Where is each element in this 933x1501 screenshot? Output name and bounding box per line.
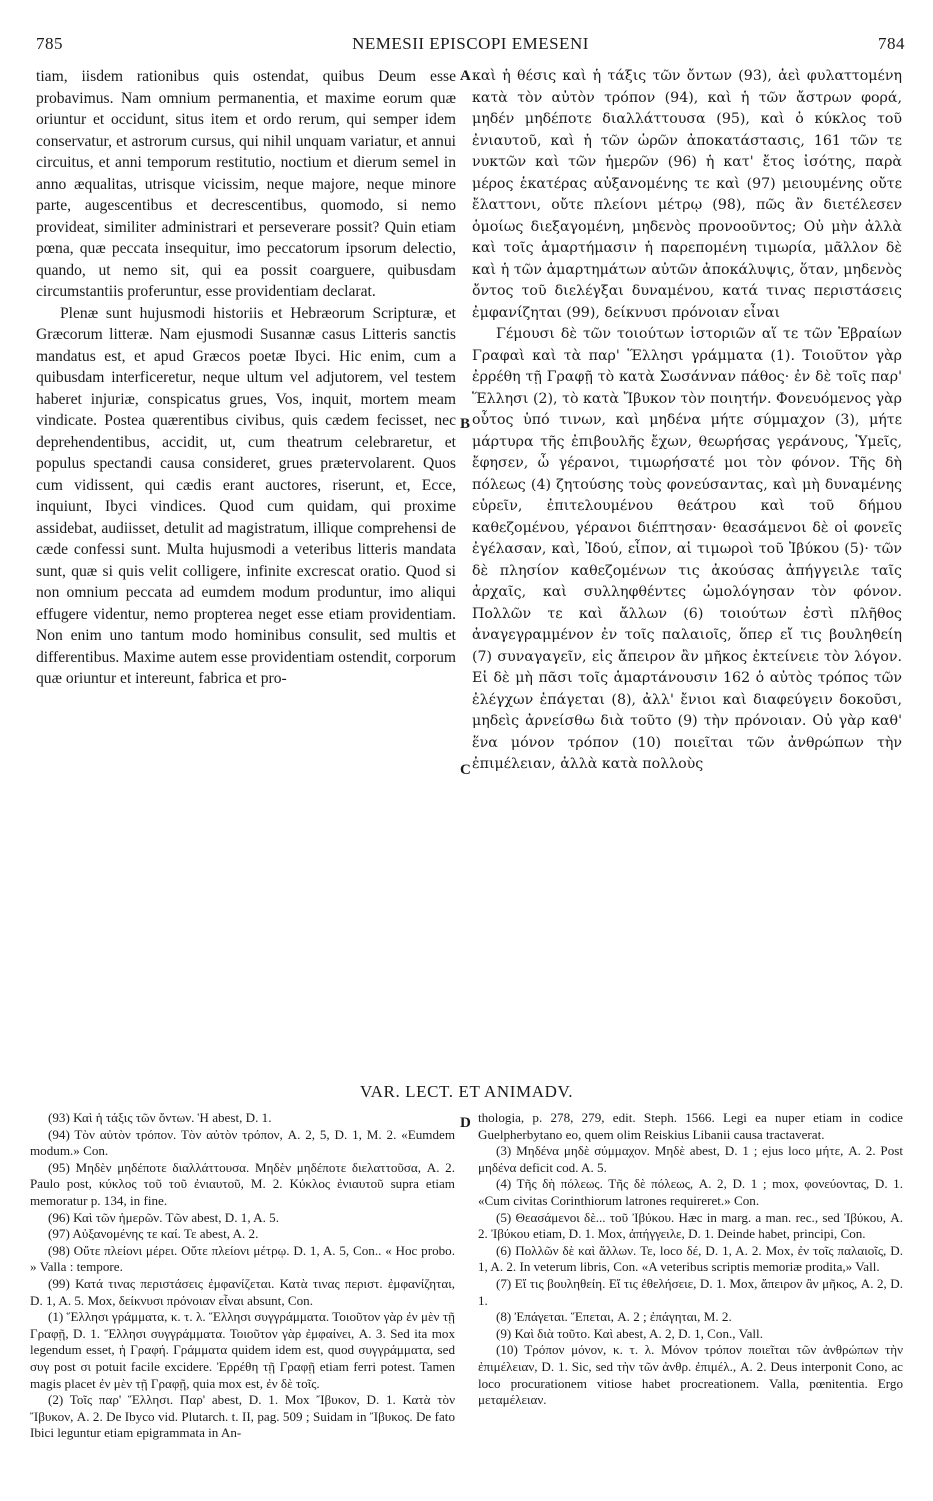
latin-column — [36, 66, 456, 1071]
greek-paragraph-1: καὶ ἡ θέσις καὶ ἡ τάξις τῶν ὄντων (93), ἀεὶ φυλαττομένη κατὰ τὸν αὐτὸν τρόπον (94), καὶ ἡ τῶν ἄστρων φορά, μηδέν μηδέποτε διαλλάττουσα (95), καὶ ὁ κύκλος τοῦ ἐνιαυτοῦ, καὶ ἡ τῶν ὡρῶν ἀποκατάστασις, 161 τῶν τε νυκτῶν καὶ τῶν ἡμερῶν (96) ἡ κατ' ἔτος ἰσότης, παρὰ μέρος ἑκατέρας αὐξανομένης τε καὶ (97) μειουμένης οὔτε ἔλαττονι, οὔτε πλείονι μέτρῳ (98), πῶς ἂν διετέλεσεν ὁμοίως διεξαγομένη, μηδενὸς προνοοῦντος; Οὐ μὴν ἀλλὰ καὶ τοῖς ἁμαρτήμασιν ἡ παρεπομένη τιμωρία, μᾶλλον δὲ καὶ ἡ τῶν ἁμαρτημάτων αὐτῶν ἀποκάλυψις, ὅταν, μηδενὸς ὄντος τοῦ διελέγξαι δυναμένου, κατά τινας περιστάσεις ἐμφανίζηται (99), δείκνυσι πρόνοιαν εἶναι — [472, 68, 902, 321]
note: (6) Πολλῶν δὲ καὶ ἄλλων. Τε, loco δέ, D. 1, A. 2. Mox, ἐν τοῖς παλαιοῖς, D. 1, A. 2. In veterum libris, Con. «A veteribus scriptis memoriæ prodita,» Vall. — [478, 1242, 903, 1275]
note: (5) Θεασάμενοι δὲ... τοῦ Ἰβύκου. Hæc in marg. a man. rec., sed Ἰβύκου, A. 2. Ἰβύκου etiam, D. 1. Mox, ἀπήγγειλε, D. 1. Deinde habet, principi, Con. — [478, 1209, 903, 1242]
notes-right-column — [478, 1110, 903, 1492]
greek-paragraph-2: Γέμουσι δὲ τῶν τοιούτων ἱστοριῶν αἵ τε τῶν Ἑβραίων Γραφαὶ καὶ τὰ παρ' Ἕλλησι γράμματα (1). Τοιοῦτον γὰρ ἐρρέθη τῇ Γραφῇ τὸ κατὰ Σωσάνναν πάθος· ἐν δὲ τοῖς παρ' Ἕλλησι (2), τὸ κατὰ Ἴβυκον τὸν ποιητήν. Φονευόμενος γὰρ οὗτος ὑπό τινων, καὶ μηδένα μήτε σύμμαχον (3), μήτε μάρτυρα τῆς ἐπιβουλῆς ἔχων, θεωρήσας γεράνους, Ὑμεῖς, ἔφησεν, ὦ γέρανοι, τιμωρήσατέ μοι τὸν φόνον. Τῆς δὴ πόλεως (4) ζητούσης τοὺς φονεύσαντας, καὶ μὴ δυναμένης εὑρεῖν, ἐπιτελουμένου θεάτρου καὶ τοῦ δήμου καθεζομένου, γέρανοι διέπτησαν· θεασάμενοι δὲ οἱ φονεῖς ἐγέλασαν, καὶ, Ἰδού, εἶπον, αἱ τιμωροὶ τοῦ Ἰβύκου (5)· τῶν δὲ πλησίον καθεζομένων τις ἀκούσας ἀπήγγειλε ταῖς ἀρχαῖς, καὶ συλληφθέντες ὡμολόγησαν τὸν φόνον. Πολλῶν τε καὶ ἄλλων (6) τοιούτων ἐστὶ πλῆθος ἀναγεγραμμένον ἐν τοῖς παλαιοῖς, ὅπερ εἴ τις βουληθείη (7) συναγαγεῖν, εἰς ἄπειρον ἂν μῆκος ἐκτείνειε τὸν λόγον. Εἰ δὲ μὴ πᾶσι τοῖς ἁμαρτάνουσιν 162 ὁ αὐτὸς τρόπος τῶν ἐλέγχων ἐπάγεται (8), ἀλλ' ἔνιοι καὶ διαφεύγειν δοκοῦσι, μηδεὶς ἀρνείσθω διὰ τοῦτο (9) τὴν πρόνοιαν. Οὐ γὰρ καθ' ἕνα μόνον τρόπον (10) ποιεῖται τῶν ἀνθρώπων τὴν ἐπιμέλειαν, ἀλλὰ κατὰ πολλοὺς — [472, 326, 902, 772]
running-title: NEMESII EPISCOPI EMESENI — [352, 34, 589, 53]
section-heading: VAR. LECT. ET ANIMADV. — [359, 1082, 574, 1101]
note: (98) Οὔτε πλείονι μέρει. Οὔτε πλείονι μέτρῳ. D. 1, A. 5, Con.. « Hoc probo. » Valla : tempore. — [30, 1242, 455, 1275]
note: (1) Ἕλλησι γράμματα, κ. τ. λ. Ἕλλησι συγγράμματα. Τοιοῦτον γὰρ ἐν μὲν τῇ Γραφῇ, D. 1. Ἕλλησι συγγράμματα. Τοιοῦτον γὰρ ἐμφαίνει, A. 3. Sed ita mox legendum esset, ἡ Γραφή. Γράμματα quidem idem est, quod συγγράμματα, sed συγ post σι potuit facile excidere. Ἐρρέθη τῇ Γραφῇ etiam ferri potest. Tamen magis placet ἐν μὲν τῇ Γραφῇ, quia mox est, ἐν δὲ τοῖς. — [30, 1309, 455, 1391]
latin-paragraph-2: Plenæ sunt hujusmodi historiis et Hebræorum Scripturæ, et Græcorum litteræ. Nam ejusmodi Susannæ casus Litteris sanctis mandatus est, et apud Græcos poetæ Ibyci. Hic enim, cum a quibusdam interficeretur, neque ultum vel adjutorem, vel testem haberet injuriæ, conspicatus grues, Vos, inquit, mortem meam vindicate. Postea quærentibus civibus, quis cædem fecisset, nec deprehendentibus, accidit, ut, cum theatrum celebraretur, et populus spectandi causa consideret, grues prætervolarent. Quos cum vidissent, qui cædis erant auctores, riserunt, et, Ecce, inquiunt, Ibyci vindices. Quod cum quidam, qui proxime assidebat, audiisset, detulit ad magistratum, illique comprehensi de cæde confessi sunt. Multa hujusmodi a veteribus litteris mandata sunt, quæ si quis velit colligere, infinite excrescat oratio. Quod si non omnium peccata ad eumdem modum produntur, imo aliqui effugere videntur, nemo propterea neget esse etiam providentiam. Non enim uno tantum modo hominibus consulit, sed multis et differentibus. Maxime autem esse providentiam ostendit, corporum quæ oriuntur et intereunt, fabrica et pro- — [36, 304, 456, 687]
note: (8) Ἐπάγεται. Ἕπεται, A. 2 ; ἐπάγηται, M. 2. — [496, 1309, 732, 1325]
margin-letter-a: A — [460, 68, 471, 84]
page-number-right: 784 — [878, 34, 905, 53]
note: (96) Καὶ τῶν ἡμερῶν. Τῶν abest, D. 1, A. 5. — [48, 1209, 279, 1225]
note: (3) Μηδένα μηδὲ σύμμαχον. Μηδὲ abest, D. 1 ; ejus loco μήτε, A. 2. Post μηδένα deficit cod. A. 5. — [478, 1143, 903, 1175]
note-continuation: thologia, p. 278, 279, edit. Steph. 1566. Legi ea nuper etiam in codice Guelpherbytano eo, quem olim Reiskius Libanii causa tractaverat. — [478, 1110, 903, 1142]
note: (94) Τὸν αὐτὸν τρόπον. Τὸν αὐτὸν τρόπον, A. 2, 5, D. 1, M. 2. «Eumdem modum.» Con. — [30, 1126, 455, 1159]
page-number-left: 785 — [36, 34, 63, 53]
margin-letter-c: C — [460, 762, 471, 778]
margin-letter-b: B — [460, 416, 471, 432]
greek-column — [472, 66, 902, 1071]
notes-left-column — [30, 1110, 455, 1492]
note: (93) Καὶ ἡ τάξις τῶν ὄντων. Ἡ abest, D. 1. — [48, 1110, 272, 1125]
note: (9) Καὶ διὰ τοῦτο. Καὶ abest, A. 2, D. 1, Con., Vall. — [496, 1325, 763, 1341]
running-head — [36, 34, 905, 60]
note: (99) Κατά τινας περιστάσεις ἐμφανίζεται. Κατὰ τινας περιστ. ἐμφανίζηται, D. 1, A. 5. Mox, δείκνυσι πρόνοιαν εἶναι absunt, Con. — [30, 1275, 455, 1308]
margin-letter-d: D — [460, 1115, 471, 1131]
note: (95) Μηδὲν μηδέποτε διαλλάττουσα. Μηδὲν μηδέποτε διελαττοῦσα, A. 2. Paulo post, κύκλος τοῦ τοῦ ἐνιαυτοῦ, M. 2. Κύκλος ἐνιαυτοῦ supra etiam memoratur p. 134, in fine. — [30, 1159, 455, 1208]
note: (4) Τῆς δὴ πόλεως. Τῆς δὲ πόλεως, A. 2, D. 1 ; mox, φονεύοντας, D. 1. «Cum civitas Corinthiorum latrones requireret.» Con. — [478, 1176, 903, 1208]
note: (7) Εἴ τις βουληθείη. Εἴ τις ἐθελήσειε, D. 1. Mox, ἄπειρον ἂν μῆκος, A. 2, D. 1. — [478, 1275, 903, 1308]
note: (2) Τοῖς παρ' Ἕλλησι. Παρ' abest, D. 1. Mox Ἴβυκον, D. 1. Κατὰ τὸν Ἴβυκον, A. 2. De Ibyco vid. Plutarch. t. II, pag. 509 ; Suidam in Ἴβυκος. De fato Ibici leguntur etiam epigrammata in An- — [30, 1392, 455, 1441]
note: (10) Τρόπον μόνον, κ. τ. λ. Μόνον τρόπον ποιεῖται τῶν ἀνθρώπων τὴν ἐπιμέλειαν, D. 1. Sic, sed τὴν τῶν ἀνθρ. ἐπιμέλ., A. 2. Deus interponit Cono, ac loco procurationem vitiose habet procreationem. Valla, pœnitentia. Ergo μεταμέλειαν. — [478, 1342, 903, 1408]
note: (97) Αὐξανομένης τε καί. Τε abest, A. 2. — [48, 1226, 259, 1242]
latin-paragraph-1: tiam, iisdem rationibus quis ostendat, quibus Deum esse probavimus. Nam omnium permanentia, et maxime eorum quæ oriuntur et occidunt, situs item et ordo rerum, qui semper idem conservatur, et astrorum cursus, qui nihil unquam variatur, et annui circuitus, et anni temporum restitutio, noctium et dierum semel in anno æqualitas, utrisque vicissim, neque majore, neque minore parte, augescentibus et decrescentibus, quomodo, si nemo provideat, similiter administrari et perseverare possit? Quin etiam pœna, quæ peccata insequitur, imo peccatorum ipsorum delectio, quando, ut nemo sit, qui ea possit coarguere, quibusdam circumstantiis proferuntur, esse providentiam declarat. — [36, 68, 456, 300]
